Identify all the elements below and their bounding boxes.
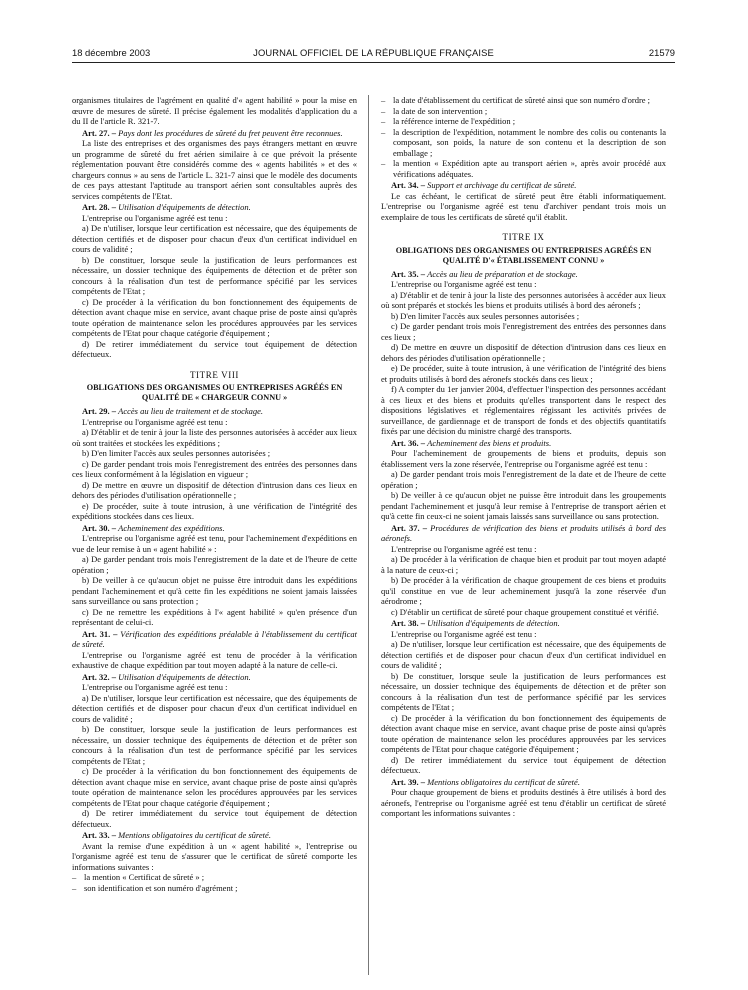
paragraph: L'entreprise ou l'organisme agréé est tenu : <box>391 628 537 639</box>
paragraph: e) De procéder, suite à toute intrusion, à une vérification de l'intégrité des biens et produits utilisés à bord des aéronefs stockés dans ces lieux ; <box>381 363 666 384</box>
titre-ix-subtitle: OBLIGATIONS DES ORGANISMES OU ENTREPRISES AGRÉÉS EN QUALITÉ D'« ÉTABLISSEMENT CONNU » <box>395 245 652 265</box>
article-title: Utilisation d'équipements de détection. <box>118 671 251 682</box>
article-number: Art. 31. – <box>82 628 118 639</box>
paragraph: Pour chaque groupement de biens et produits destinés à être utilisés à bord des aéronefs, l'entreprise ou l'organisme agréé est tenu d'établir un certificat de sûreté comportant les informations suivantes : <box>381 787 666 818</box>
paragraph: Le cas échéant, le certificat de sûreté peut être établi informatiquement. L'entreprise ou l'organisme agréé est tenu d'archiver pendant trois mois un exemplaire de tous les certificats de sûreté qu'il établit. <box>381 190 666 222</box>
paragraph: c) De garder pendant trois mois l'enregistrement des entrées des personnes dans ces lieux conformément à la législation en vigueur ; <box>72 458 357 479</box>
list-item: – son identification et son numéro d'agrément ; <box>72 883 357 894</box>
article-31-heading <box>72 629 357 650</box>
paragraph: Avant la remise d'une expédition à un « agent habilité », l'entreprise ou l'organisme agréé est tenu de s'assurer que le certificat de sûreté comporte les informations suivantes : <box>72 840 357 872</box>
left-column <box>72 95 357 893</box>
list-item: – la mention « Certificat de sûreté » ; <box>72 872 357 883</box>
article-number: Art. 30. – <box>82 522 116 533</box>
article-title: Mentions obligatoires du certificat de sûreté. <box>118 830 271 840</box>
article-title: Accès au lieu de préparation et de stockage. <box>427 268 578 279</box>
list <box>72 872 357 893</box>
article-33-heading <box>72 830 357 841</box>
titre-ix: TITRE IX <box>502 232 545 242</box>
article-title: Procédures de vérification des biens et produits utilisés à bord des aéronefs. <box>381 522 667 543</box>
paragraph: a) De n'utiliser, lorsque leur certification est nécessaire, que des équipements de détection certifiés et de disposer pour chacun d'eux d'un certificat individuel en cours de validité ; <box>72 223 357 254</box>
article-title: Acheminement des biens et produits. <box>427 437 552 448</box>
article-title: Vérification des expéditions préalable à l'établissement du certificat de sûreté. <box>72 628 358 649</box>
paragraph: c) De ne remettre les expéditions à l'« agent habilité » qu'en présence d'un représentant de celui-ci. <box>72 606 357 627</box>
article-number: Art. 29. – <box>82 406 116 416</box>
article-number: Art. 35. – <box>391 268 425 279</box>
paragraph: d) De retirer immédiatement du service tout équipement de détection défectueux. <box>381 754 666 775</box>
article-27-heading <box>72 128 357 139</box>
article-title: Pays dont les procédures de sûreté du fret peuvent être reconnues. <box>118 127 343 138</box>
paragraph: e) De procéder, suite à toute intrusion, à une vérification de l'intégrité des expéditions stockées dans ces lieux. <box>72 500 357 521</box>
paragraph: b) D'en limiter l'accès aux seules personnes autorisées ; <box>82 448 271 458</box>
article-number: Art. 34. – <box>391 180 425 190</box>
list <box>381 95 666 179</box>
article-29-heading <box>72 406 357 417</box>
article-number: Art. 32. – <box>82 671 116 682</box>
right-column <box>381 95 666 819</box>
article-title: Utilisation d'équipements de détection. <box>118 202 251 212</box>
titre-viii: TITRE VIII <box>189 369 240 380</box>
paragraph: a) De garder pendant trois mois l'enregistrement de la date et de l'heure de cette opération ; <box>72 554 357 575</box>
titre-viii-subtitle: OBLIGATIONS DES ORGANISMES OU ENTREPRISES AGRÉÉS EN QUALITÉ DE « CHARGEUR CONNU » <box>86 383 343 402</box>
article-title: Accès au lieu de traitement et de stockage. <box>118 406 264 416</box>
article-39-heading <box>381 777 666 788</box>
article-32-heading <box>72 672 357 683</box>
paragraph: d) De retirer immédiatement du service tout équipement de détection défectueux. <box>72 338 357 359</box>
paragraph: a) D'établir et de tenir à jour la liste des personnes autorisées à accéder aux lieux où sont préparés et stockés les biens et produits utilisés à bord des aéronefs ; <box>381 289 666 310</box>
paragraph: a) De n'utiliser, lorsque leur certification est nécessaire, que des équipements de détection certifiés et de disposer pour chacun d'eux d'un certificat individuel en cours de validité ; <box>381 639 666 670</box>
paragraph: d) De mettre en œuvre un dispositif de détection d'intrusion dans ces lieux en dehors des périodes d'utilisation opérationnelle ; <box>381 342 666 363</box>
article-title: Mentions obligatoires du certificat de sûreté. <box>427 776 580 787</box>
paragraph: Pour l'acheminement de groupements de biens et produits, depuis son établissement vers la zone réservée, l'entreprise ou l'organisme agréé est tenu : <box>381 448 666 469</box>
paragraph: b) De constituer, lorsque seule la justification de leurs performances est nécessaire, un dossier technique des équipements de détection et de prêter son concours à la réalisation d'un test de performance spécifié par les services compétents de l'Etat ; <box>72 724 357 766</box>
paragraph: L'entreprise ou l'organisme agréé est tenu de procéder à la vérification exhaustive de chaque expédition par tout moyen adapté à la nature de celle-ci. <box>72 649 357 670</box>
paragraph: c) De procéder à la vérification du bon fonctionnement des équipements de détection avant chaque mise en service, avant chaque prise de poste ainsi qu'après toute opération de maintenance selon les procédures approuvées par les services compétents de l'Etat pour chaque catégorie d'équipement ; <box>381 712 666 754</box>
paragraph: L'entreprise ou l'organisme agréé est tenu, pour l'acheminement d'expéditions en vue de leur remise à un « agent habilité » : <box>72 533 357 554</box>
page-number: 21579 <box>648 46 675 58</box>
article-number: Art. 37. – <box>391 522 427 533</box>
header-rule <box>72 62 675 63</box>
article-30-heading <box>72 523 357 534</box>
paragraph: L'entreprise ou l'organisme agréé est tenu : <box>82 212 228 223</box>
article-number: Art. 39. – <box>391 776 425 787</box>
list-item: – la date d'établissement du certificat de sûreté ainsi que son numéro d'ordre ; <box>381 95 666 106</box>
paragraph: a) De procéder à la vérification de chaque bien et produit par tout moyen adapté à la nature de ceux-ci ; <box>381 554 666 575</box>
article-28-heading <box>72 202 357 213</box>
paragraph: b) De procéder à la vérification de chaque groupement de ces biens et produits qu'il constitue en vue de leur acheminement jusqu'à la zone réservée d'un aérodrome ; <box>381 575 666 606</box>
paragraph: a) De n'utiliser, lorsque leur certification est nécessaire, que des équipements de détection certifiés et de disposer pour chacun d'eux d'un certificat individuel en cours de validité ; <box>72 692 357 724</box>
paragraph: b) De constituer, lorsque seule la justification de leurs performances est nécessaire, un dossier technique des équipements de détection et de prêter son concours à la réalisation d'un test de performance spécifié par les services compétents de l'Etat ; <box>72 254 357 296</box>
list-item: – la description de l'expédition, notamment le nombre des colis ou contenants la composant, son poids, la nature de son contenu et la description de son emballage ; <box>381 127 666 159</box>
paragraph: organismes titulaires de l'agrément en qualité d'« agent habilité » pour la mise en œuvre de mesures de sûreté. Il précise également les modalités d'application du a du II de l'article R. 321-7. <box>72 95 357 126</box>
paragraph: d) De mettre en œuvre un dispositif de détection d'intrusion dans ces lieux en dehors des périodes d'utilisation opérationnelle ; <box>72 479 357 500</box>
paragraph: a) D'établir et de tenir à jour la liste des personnes autorisées à accéder aux lieux où sont traitées et stockées les expéditions ; <box>72 427 357 448</box>
paragraph: c) De garder pendant trois mois l'enregistrement des entrées des personnes dans ces lieux ; <box>381 321 666 342</box>
article-35-heading <box>381 269 666 280</box>
article-title: Support et archivage du certificat de sûreté. <box>427 180 577 190</box>
paragraph: b) D'en limiter l'accès aux seules personnes autorisées ; <box>391 310 580 321</box>
article-number: Art. 36. – <box>391 437 425 448</box>
article-36-heading <box>381 438 666 449</box>
list-item: – la mention « Expédition apte au transport aérien », après avoir procédé aux vérifications adéquates. <box>381 158 666 179</box>
column-separator <box>368 95 369 975</box>
paragraph: a) De garder pendant trois mois l'enregistrement de la date et de l'heure de cette opération ; <box>381 469 666 490</box>
paragraph: c) De procéder à la vérification du bon fonctionnement des équipements de détection avant chaque mise en service, avant chaque prise de poste ainsi qu'après toute opération de maintenance selon les procédures approuvées par les services compétents de l'Etat pour chaque catégorie d'équipement ; <box>72 296 357 338</box>
paragraph: b) De veiller à ce qu'aucun objet ne puisse être introduit dans les expéditions pendant l'acheminement et qu'à cette fin les expéditions ne soient jamais laissées sans surveillance ou sans protection ; <box>72 575 357 606</box>
journal-title: JOURNAL OFFICIEL DE LA RÉPUBLIQUE FRANÇAISE <box>253 46 494 58</box>
paragraph: L'entreprise ou l'organisme agréé est tenu : <box>391 279 537 289</box>
article-38-heading <box>381 618 666 629</box>
paragraph: f) A compter du 1er janvier 2004, d'effectuer l'inspection des personnes accédant à ces lieux et des biens et produits qu'elles transportent dans le respect des dispositions législatives et réglementaires régissant les activités privées de surveillance, de gardiennage et de transport de fonds et des objectifs quantitatifs fixés par une décision du ministre chargé des transports. <box>381 384 666 436</box>
paragraph: La liste des entreprises et des organismes des pays étrangers mettant en œuvre un programme de sûreté du fret aérien similaire à ce que prévoit la présente réglementation pouvant être considérés comme des « agents habilités » et des « chargeurs connus » au sens de l'article L. 321-7 ainsi que le modèle des documents de ces pays attestant l'aptitude au transport aérien sont consultables auprès des services compétents de l'Etat. <box>72 138 357 201</box>
paragraph: L'entreprise ou l'organisme agréé est tenu : <box>391 543 537 554</box>
article-number: Art. 28. – <box>82 202 116 212</box>
article-number: Art. 38. – <box>391 618 425 628</box>
article-number: Art. 27. – <box>82 127 116 138</box>
article-37-heading <box>381 523 666 544</box>
paragraph: d) De retirer immédiatement du service tout équipement de détection défectueux. <box>72 808 357 829</box>
paragraph: c) D'établir un certificat de sûreté pour chaque groupement constitué et vérifié. <box>391 606 659 617</box>
article-34-heading <box>381 180 666 191</box>
paragraph: b) De veiller à ce qu'aucun objet ne puisse être introduit dans les groupements pendant l'acheminement et jusqu'à leur remise à l'entreprise de transport aérien et qu'à cette fin ceux-ci ne soient jamais laissés sans surveillance ou sans protection. <box>381 490 666 521</box>
list-item: – la référence interne de l'expédition ; <box>381 116 666 127</box>
page-header <box>72 44 675 60</box>
paragraph: L'entreprise ou l'organisme agréé est tenu : <box>82 682 228 692</box>
paragraph: c) De procéder à la vérification du bon fonctionnement des équipements de détection avant chaque mise en service, avant chaque prise de poste ainsi qu'après toute opération de maintenance selon les procédures approuvées par les services compétents de l'Etat pour chaque catégorie d'équipement ; <box>72 766 357 808</box>
article-number: Art. 33. – <box>82 830 116 840</box>
list-item: – la date de son intervention ; <box>381 106 666 117</box>
paragraph: b) De constituer, lorsque seule la justification de leurs performances est nécessaire, un dossier technique des équipements de détection et de prêter son concours à la réalisation d'un test de performance spécifié par les services compétents de l'Etat ; <box>381 670 666 712</box>
article-title: Utilisation d'équipements de détection. <box>427 618 560 628</box>
header-date: 18 décembre 2003 <box>72 46 151 58</box>
paragraph: L'entreprise ou l'organisme agréé est tenu : <box>82 416 228 427</box>
article-title: Acheminement des expéditions. <box>118 522 225 533</box>
